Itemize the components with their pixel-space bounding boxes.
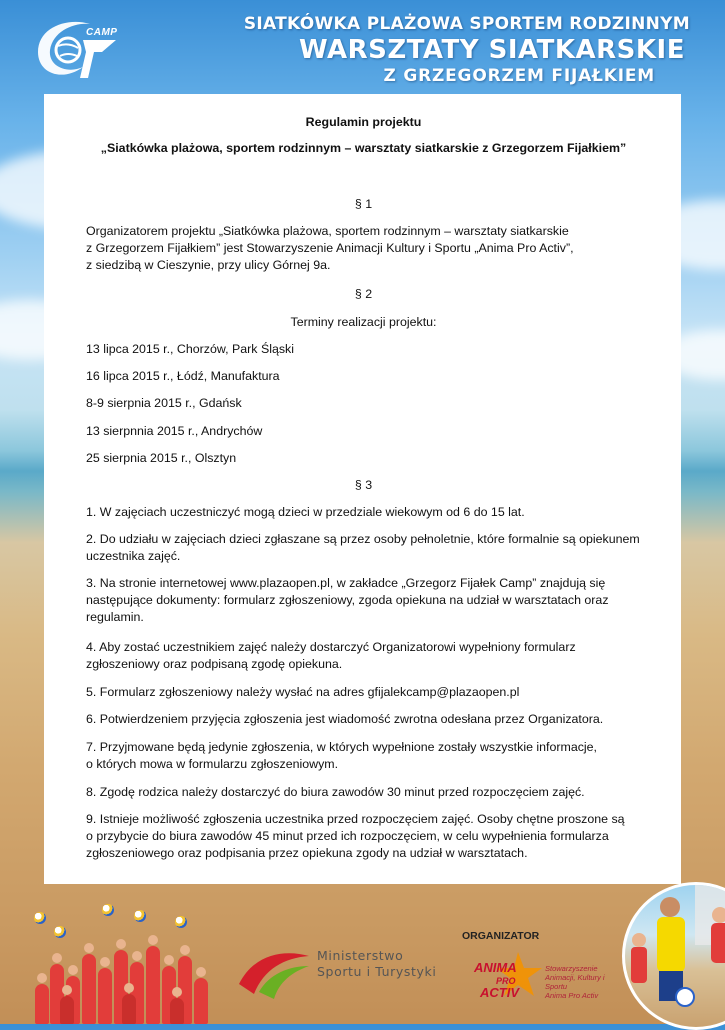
rule-line: 9. Istnieje możliwość zgłoszenia uczestnika przed rozpoczęciem zajęć. Osoby chętne proszone są [86,812,625,826]
volleyball-icon [54,926,66,938]
date-item: 13 lipca 2015 r., Chorzów, Park Śląski [86,342,294,356]
document-subtitle: „Siatkówka plażowa, sportem rodzinnym – warsztaty siatkarskie z Grzegorzem Fijałkiem” [100,141,627,155]
banner-line-3: Z GRZEGORZEM FIJAŁKIEM [383,66,655,86]
rule-line: 2. Do udziału w zajęciach dzieci zgłaszane są przez osoby pełnoletnie, które formalnie są opiekunem [86,532,640,546]
section-1-line: z siedzibą w Cieszynie, przy ulicy Górnej 9a. [86,258,331,272]
rule-item [86,739,641,773]
rule-line: 8. Zgodę rodzica należy dostarczyć do biura zawodów 30 minut przed rozpoczęciem zajęć. [86,785,585,799]
rule-line: uczestnika zajęć. [86,549,181,563]
rule-line: zgłoszeniowego oraz podpisania przez opiekuna zgody na udział w warsztatach. [86,846,528,860]
rule-line: 7. Przyjmowane będą jedynie zgłoszenia, w których wypełnione zostały wszystkie informacje, [86,740,597,754]
rule-item [86,639,641,673]
logo-text: CAMP [86,27,118,38]
kid-figure [98,968,112,1024]
kid-figure [170,998,184,1024]
ministry-line: Sportu i Turystyki [317,964,437,979]
rule-line: 5. Formularz zgłoszeniowy należy wysłać na adres gfijalekcamp@plazaopen.pl [86,685,520,699]
anima-logo-word: ACTIV [480,985,519,1000]
section-1-line: z Grzegorzem Fijałkiem” jest Stowarzyszenie Animacji Kultury i Sportu „Anima Pro Activ”, [86,241,574,255]
date-item: 25 sierpnia 2015 r., Olsztyn [86,451,237,465]
section-3-heading: § 3 [354,478,373,492]
ministry-line: Ministerstwo [317,948,404,963]
section-1-text [86,223,641,274]
volleyball-icon [102,904,114,916]
banner-line-1: SIATKÓWKA PLAŻOWA SPORTEM RODZINNYM [243,14,690,34]
rule-line: o przybycie do biura zawodów 45 minut przed ich rozpoczęciem, w celu wypełnienia formularza [86,829,609,843]
rule-line: zgłoszeniowy oraz podpisaną zgodę opiekuna. [86,657,343,671]
kid-figure [122,994,136,1024]
ministry-name [317,948,436,980]
coach-photo [622,882,725,1030]
rule-item [86,504,641,521]
kids-photo [30,904,210,1024]
kid-figure [146,946,160,1024]
rule-line: 3. Na stronie internetowej www.plazaopen.pl, w zakładce „Grzegorz Fijałek Camp” znajdują się [86,576,606,590]
section-1-heading: § 1 [354,197,373,211]
anima-caption-line: Anima Pro Activ [545,991,599,1000]
section-1-line: Organizatorem projektu „Siatkówka plażowa, sportem rodzinnym – warsztaty siatkarskie [86,224,569,238]
kid-figure [35,984,49,1024]
anima-caption-line: Stowarzyszenie [545,964,598,973]
volleyball-icon [134,910,146,922]
rule-line: 1. W zajęciach uczestniczyć mogą dzieci w przedziale wiekowym od 6 do 15 lat. [86,505,525,519]
rule-item [86,711,641,728]
kid-figure [194,978,208,1024]
anima-caption [545,964,625,1000]
section-2-heading: § 2 [354,287,373,301]
organizator-label: ORGANIZATOR [462,930,540,942]
volleyball-icon [34,912,46,924]
date-item: 13 sierpnnia 2015 r., Andrychów [86,424,263,438]
anima-caption-line: Animacji, Kultury i Sportu [545,973,605,991]
coach-figure-icon [625,885,725,1027]
rule-item [86,684,641,701]
banner-line-2: WARSZTATY SIATKARSKIE [298,35,685,65]
date-item: 8-9 sierpnia 2015 r., Gdańsk [86,396,242,410]
rule-item [86,531,641,565]
rule-item [86,811,641,862]
camp-logo [28,12,120,84]
rule-line: następujące dokumenty: formularz zgłoszeniowy, zgoda opiekuna na udział w warsztatach oraz [86,593,609,607]
rule-line: o których mowa w formularzu zgłoszeniowym. [86,757,339,771]
section-2-subheading: Terminy realizacji projektu: [290,315,437,329]
rule-line: 6. Potwierdzeniem przyjęcia zgłoszenia jest wiadomość zwrotna odesłana przez Organizatora. [86,712,604,726]
anima-logo-word: PRO [496,976,516,986]
rule-line: 4. Aby zostać uczestnikiem zajęć należy dostarczyć Organizatorowi wypełniony formularz [86,640,576,654]
ministry-logo [234,944,314,1004]
header [0,0,725,95]
rule-item [86,575,641,626]
rule-item [86,784,641,801]
document-title: Regulamin projektu [305,115,422,129]
rule-line: regulamin. [86,610,144,624]
kid-figure [60,996,74,1024]
volleyball-icon [175,916,187,928]
date-item: 16 lipca 2015 r., Łódź, Manufaktura [86,369,280,383]
document-page [44,94,681,884]
anima-pro-activ-logo [470,944,550,1004]
kid-figure [82,954,96,1024]
footer [0,884,725,1024]
anima-logo-word: ANIMA [474,960,517,975]
